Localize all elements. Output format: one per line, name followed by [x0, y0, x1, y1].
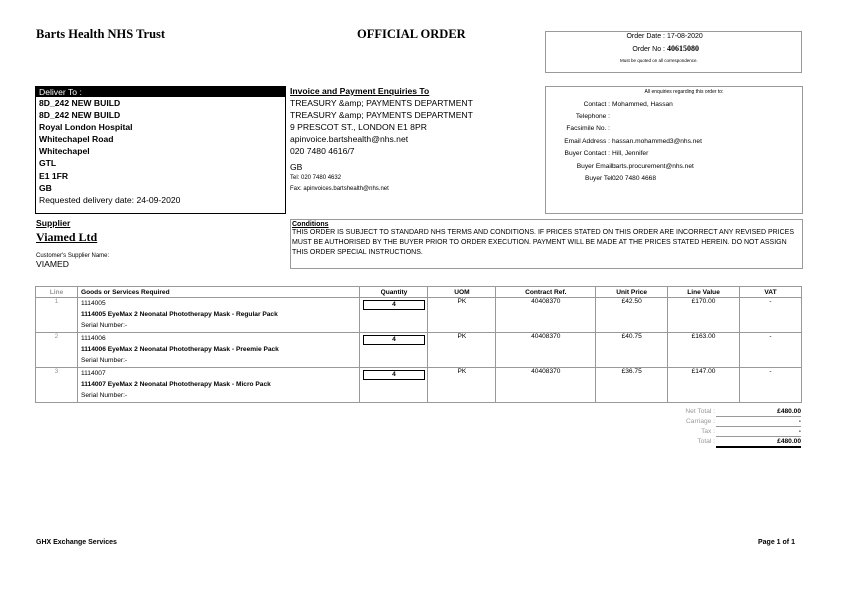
quantity-cell: [360, 368, 428, 403]
contact-value: barts.procurement@nhs.net: [612, 163, 694, 170]
deliver-line: GB: [39, 182, 52, 193]
deliver-line: GTL: [39, 158, 57, 169]
item-serial: Serial Number:-: [80, 357, 128, 364]
conditions-box: [290, 219, 803, 269]
contact-label: Buyer Tel :: [584, 175, 616, 182]
table-row: [36, 333, 802, 368]
carriage-value: -: [716, 418, 801, 427]
quote-note: Must be quoted on all correspondence.: [620, 58, 698, 63]
item-serial: Serial Number:-: [80, 322, 128, 329]
tax-label: Tax :: [701, 428, 715, 435]
page-number: Page 1 of 1: [758, 539, 795, 546]
unit-price-cell: £42.50: [596, 298, 668, 333]
supplier-block: [36, 218, 109, 269]
contact-value: Hill, Jennifer: [612, 150, 649, 157]
unit-price-cell: £40.75: [596, 333, 668, 368]
contact-row: [546, 163, 802, 174]
table-header-row: [36, 287, 802, 298]
conditions-heading: Conditions: [292, 221, 329, 228]
order-date-row: [546, 33, 801, 40]
vat-cell: -: [740, 368, 802, 403]
uom-cell: PK: [428, 368, 496, 403]
contact-row: [546, 113, 802, 124]
contact-value: hassan.mohammed3@nhs.net: [612, 138, 702, 145]
column-header: Unit Price: [596, 287, 668, 298]
customer-supplier-label: Customer's Supplier Name:: [36, 253, 110, 259]
contact-note: All enquiries regarding this order to:: [644, 89, 724, 95]
invoice-enquiries: [290, 86, 540, 195]
deliver-to-box: [35, 86, 286, 214]
quantity-cell: [360, 298, 428, 333]
column-header: Goods or Services Required: [77, 287, 360, 298]
order-no-value: 40615080: [666, 44, 699, 53]
item-description: [77, 333, 360, 368]
order-lines-table: [35, 286, 802, 403]
item-description: [77, 298, 360, 333]
order-info-box: [545, 31, 802, 73]
line-value-cell: £163.00: [668, 333, 740, 368]
column-header: VAT: [740, 287, 802, 298]
item-desc: 1114005 EyeMax 2 Neonatal Phototherapy Mask - Regular Pack: [80, 311, 278, 318]
supplier-heading: Supplier: [36, 218, 71, 228]
line-number: 2: [36, 333, 78, 368]
deliver-line: Royal London Hospital: [39, 122, 133, 133]
contact-label: Contact :: [583, 101, 610, 108]
contact-label: Telephone :: [575, 113, 610, 120]
conditions-text: THIS ORDER IS SUBJECT TO STANDARD NHS TERMS AND CONDITIONS. IF PRICES STATED ON THIS ORDER ARE INCORRECT ANY REVISED PRICES MUST BE AUTHORISED BY THE BUYER PRIOR TO ORDER EXECUTION. PAYMENT WILL BE MADE AT THE PRICES STATED HEREIN. DO NOT ASSIGN THIS ORDER SPECIAL INSTRUCTIONS.: [292, 229, 795, 256]
total-row: [630, 438, 803, 448]
contact-label: Email Address :: [564, 138, 610, 145]
carriage-row: [630, 418, 803, 428]
deliver-line: Whitechapel Road: [39, 134, 114, 145]
contact-row: [546, 101, 802, 112]
deliver-line: Whitechapel: [39, 146, 90, 157]
carriage-label: Carriage :: [686, 418, 715, 425]
trust-name: Barts Health NHS Trust: [36, 27, 166, 41]
column-header: Line: [36, 287, 78, 298]
uom-cell: PK: [428, 333, 496, 368]
invoice-tel: Tel: 020 7480 4632: [290, 175, 342, 181]
contact-box: [545, 86, 803, 214]
column-header: Quantity: [360, 287, 428, 298]
contact-value: Mohammed, Hassan: [612, 101, 673, 108]
invoice-heading: Invoice and Payment Enquiries To: [290, 86, 430, 96]
line-value-cell: £170.00: [668, 298, 740, 333]
totals-block: [630, 408, 803, 448]
line-number: 3: [36, 368, 78, 403]
invoice-line: GB: [290, 162, 303, 172]
quantity-value: 4: [363, 300, 425, 310]
contact-row: [546, 150, 802, 161]
contact-row: [546, 175, 802, 186]
net-total-row: [630, 408, 803, 418]
vat-cell: -: [740, 298, 802, 333]
requested-delivery-date: Requested delivery date: 24-09-2020: [39, 194, 181, 205]
order-date-label: Order Date :: [626, 33, 665, 40]
invoice-fax: Fax: apinvoices.bartshealth@nhs.net: [290, 186, 389, 192]
supplier-name: Viamed Ltd: [36, 230, 98, 244]
page-title: OFFICIAL ORDER: [357, 27, 466, 41]
deliver-line: 8D_242 NEW BUILD: [39, 110, 121, 121]
item-desc: 1114006 EyeMax 2 Neonatal Phototherapy Mask - Preemie Pack: [80, 346, 279, 353]
quantity-value: 4: [363, 370, 425, 380]
item-code: 1114006: [80, 335, 106, 342]
deliver-to-heading: Deliver To :: [36, 87, 285, 97]
deliver-line: E1 1FR: [39, 170, 69, 181]
column-header: UOM: [428, 287, 496, 298]
invoice-line: TREASURY &amp; PAYMENTS DEPARTMENT: [290, 110, 473, 120]
column-header: Line Value: [668, 287, 740, 298]
unit-price-cell: £36.75: [596, 368, 668, 403]
table-row: [36, 298, 802, 333]
tax-value: -: [716, 428, 801, 437]
contract-ref-cell: 40408370: [496, 368, 596, 403]
line-value-cell: £147.00: [668, 368, 740, 403]
customer-supplier-name: VIAMED: [36, 259, 69, 269]
invoice-line: TREASURY &amp; PAYMENTS DEPARTMENT: [290, 98, 473, 108]
item-description: [77, 368, 360, 403]
invoice-line: 020 7480 4616/7: [290, 146, 355, 156]
net-total-label: Net Total :: [685, 408, 715, 415]
uom-cell: PK: [428, 298, 496, 333]
contact-value: 020 7480 4668: [612, 175, 657, 182]
table-row: [36, 368, 802, 403]
deliver-line: 8D_242 NEW BUILD: [39, 98, 121, 108]
order-no-label: Order No :: [632, 46, 665, 53]
item-code: 1114005: [80, 300, 106, 307]
order-date-value: 17-08-2020: [666, 33, 703, 40]
footer-service: GHX Exchange Services: [36, 539, 117, 546]
contact-row: [546, 125, 802, 136]
net-total-value: £480.00: [716, 408, 801, 417]
contact-label: Buyer Email :: [576, 163, 616, 170]
quantity-value: 4: [363, 335, 425, 345]
line-number: 1: [36, 298, 78, 333]
tax-row: [630, 428, 803, 438]
invoice-line: apinvoice.bartshealth@nhs.net: [290, 134, 409, 144]
contract-ref-cell: 40408370: [496, 333, 596, 368]
invoice-line: 9 PRESCOT ST., LONDON E1 8PR: [290, 122, 427, 132]
contact-label: Buyer Contact :: [564, 150, 610, 157]
quantity-cell: [360, 333, 428, 368]
contract-ref-cell: 40408370: [496, 298, 596, 333]
order-no-row: [546, 44, 801, 53]
contact-label: Facsimile No. :: [566, 125, 610, 132]
contact-row: [546, 138, 802, 149]
vat-cell: -: [740, 333, 802, 368]
item-code: 1114007: [80, 370, 106, 377]
column-header: Contract Ref.: [496, 287, 596, 298]
item-serial: Serial Number:-: [80, 392, 128, 399]
item-desc: 1114007 EyeMax 2 Neonatal Phototherapy Mask - Micro Pack: [80, 381, 271, 388]
total-value: £480.00: [716, 438, 801, 448]
total-label: Total :: [697, 438, 715, 445]
